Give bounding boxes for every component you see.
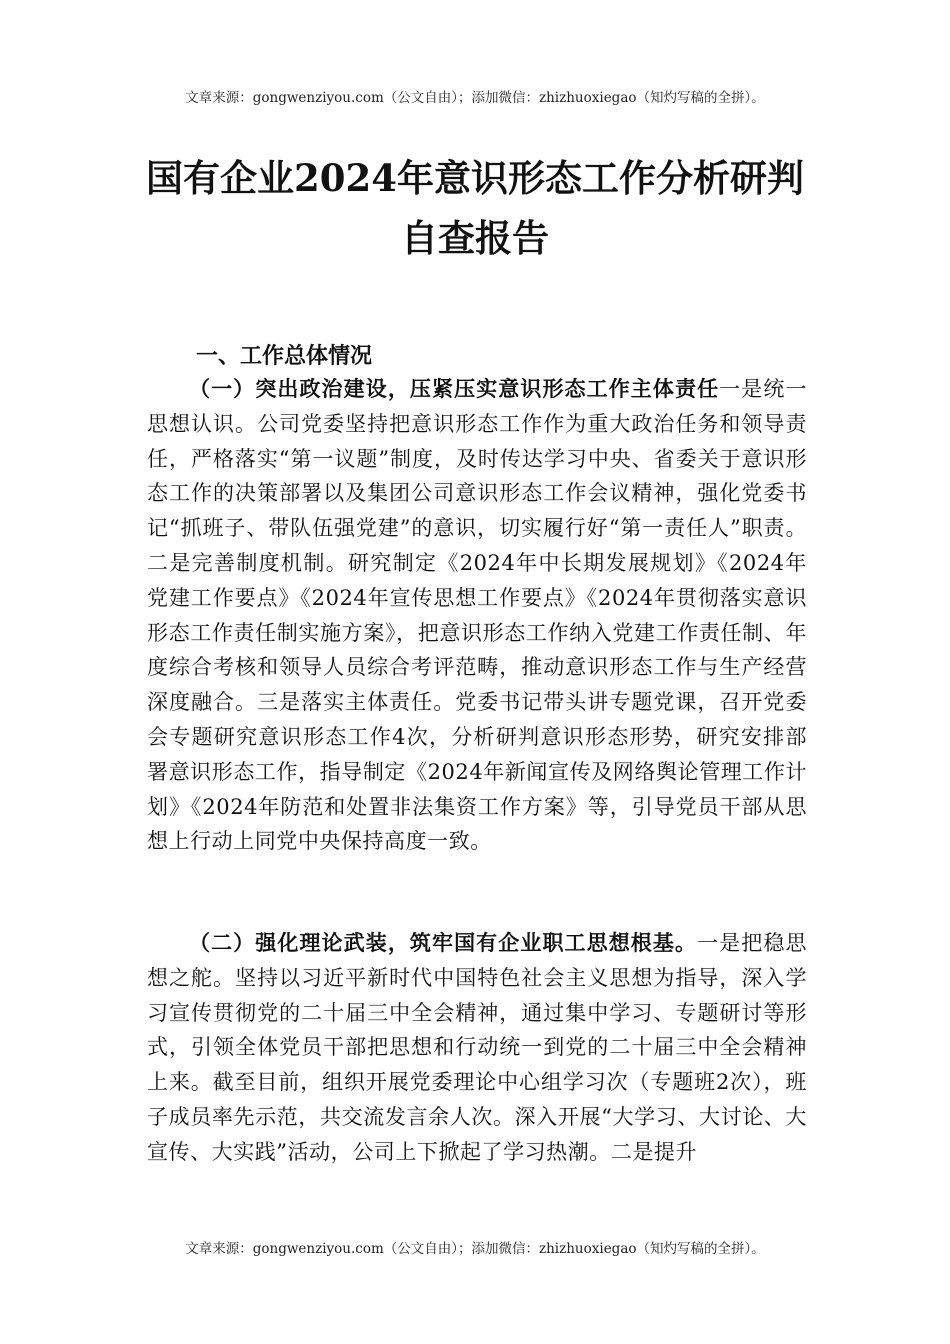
paragraph-1-text: 一是统一思想认识。公司党委坚持把意识形态工作作为重大政治任务和领导责任，严格落实“第一议题”制度，及时传达学习中央、省委关于意识形态工作的决策部署以及集团公司意识形态工作会议精神，强化党委书记“抓班子、带队伍强党建”的意识，切实履行好“第一责任人”职责。二是完善制度机制。研究制定《2024年中长期发展规划》《2024年党建工作要点》《2024年宣传思想工作要点》《2024年贯彻落实意识形态工作责任制实施方案》，把意识形态工作纳入党建工作责任制、年度综合考核和领导人员综合考评范畴，推动意识形态工作与生产经营深度融合。三是落实主体责任。党委书记带头讲专题党课，召开党委会专题研究意识形态工作4次，分析研判意识形态形势，研究安排部署意识形态工作，指导制定《2024年新闻宣传及网络舆论管理工作计划》《2024年防范和处置非法集资工作方案》等，引导党员干部从思想上行动上同党中央保持高度一致。: [147, 377, 807, 854]
document-title: 国有企业2024年意识形态工作分析研判自查报告: [146, 156, 804, 260]
paragraph-1-subheading: （一）突出政治建设，压紧压实意识形态工作主体责任: [189, 377, 720, 401]
source-note-footer: 文章来源：gongwenziyou.com（公文自由）；添加微信：zhizhuoxiegao（知灼写稿的全拼）。: [185, 1241, 765, 1257]
section-heading: 一、工作总体情况: [196, 344, 373, 369]
paragraph-2: [147, 926, 807, 1170]
paragraph-2-text: 一是把稳思想之舵。坚持以习近平新时代中国特色社会主义思想为指导，深入学习宣传贯彻党的二十届三中全会精神，通过集中学习、专题研讨等形式，引领全体党员干部把思想和行动统一到党的二十届三中全会精神上来。截至目前，组织开展党委理论中心组学习次（专题班2次），班子成员率先示范，共交流发言余人次。深入开展“大学习、大讨论、大宣传、大实践”活动，公司上下掀起了学习热潮。二是提升: [147, 931, 808, 1164]
source-note-header: 文章来源：gongwenziyou.com（公文自由）；添加微信：zhizhuoxiegao（知灼写稿的全拼）。: [185, 90, 765, 106]
paragraph-1: [147, 372, 807, 859]
paragraph-2-subheading: （二）强化理论武装，筑牢国有企业职工思想根基。: [189, 931, 698, 955]
